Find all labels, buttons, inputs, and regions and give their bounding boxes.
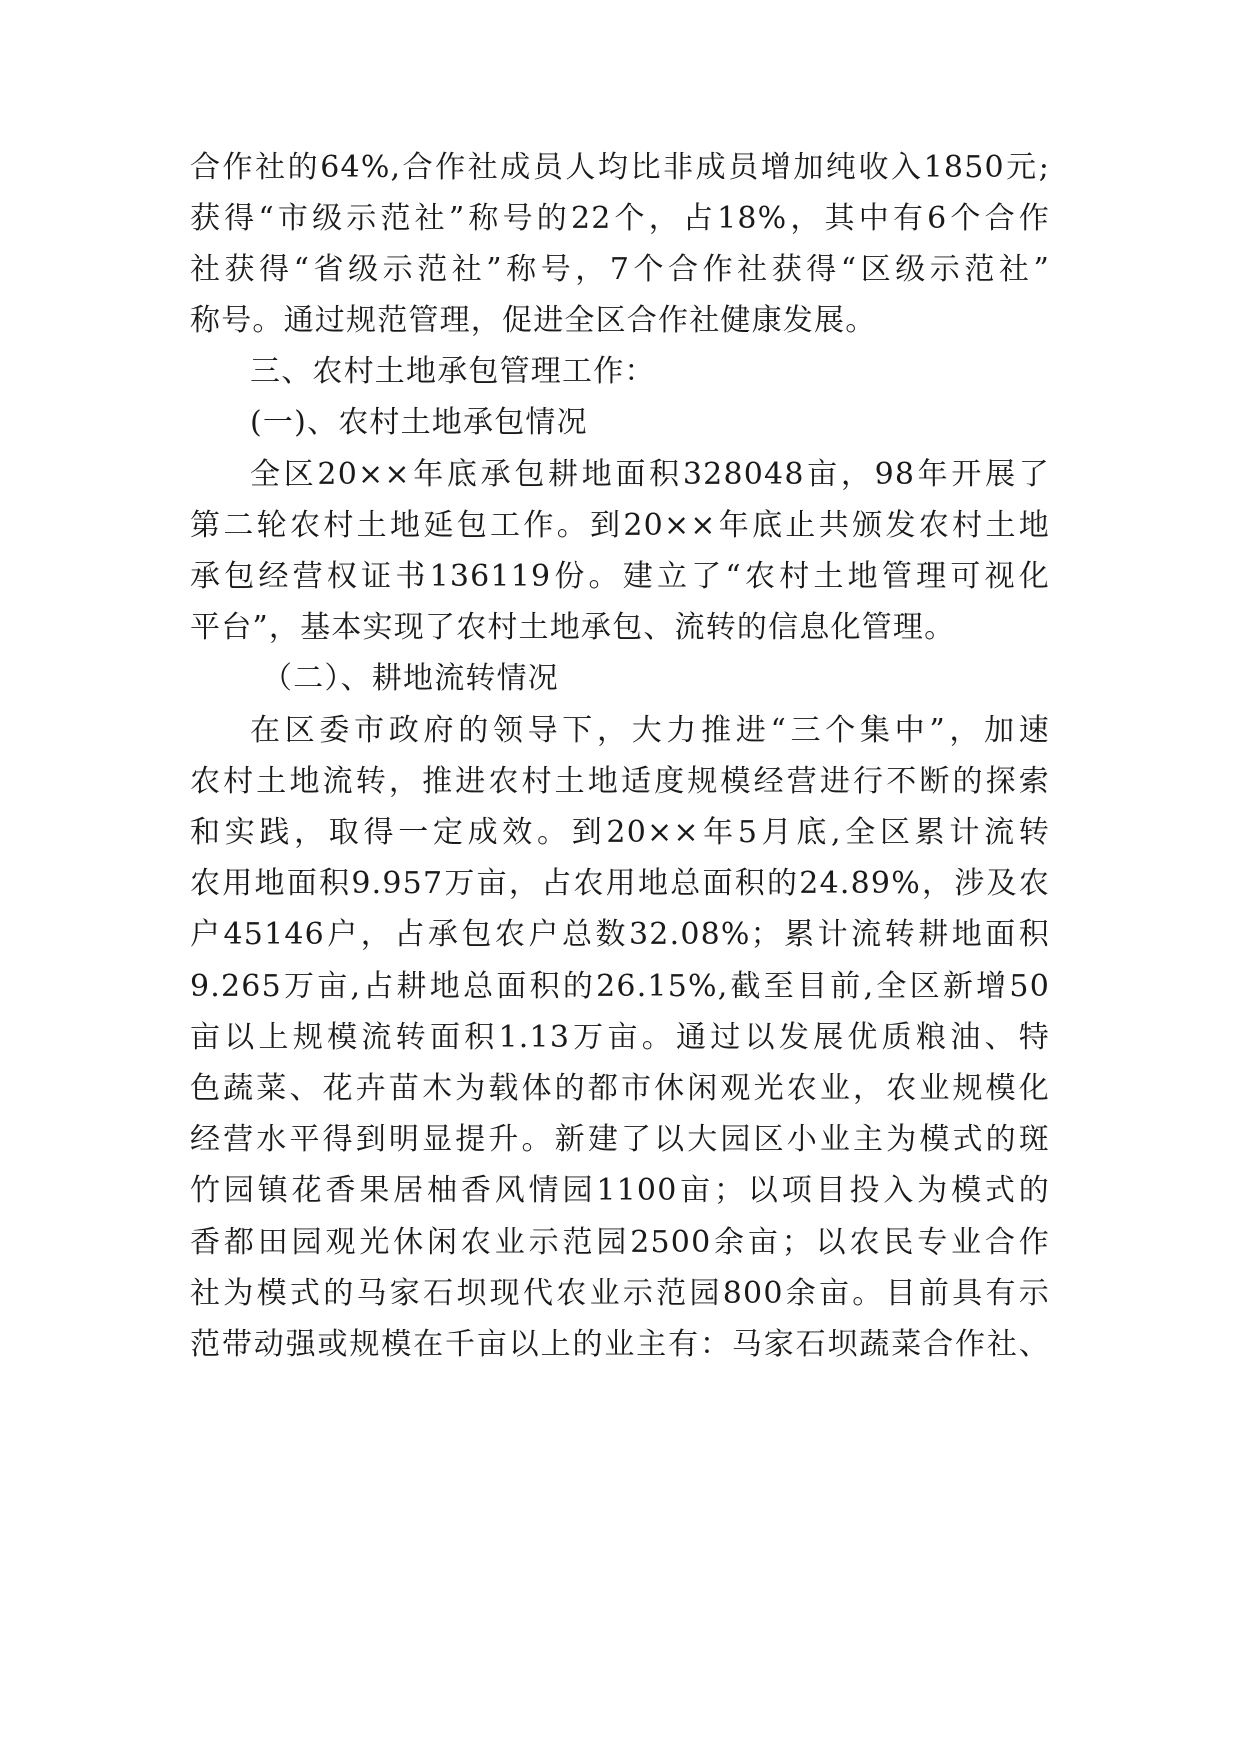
text-line: 竹园镇花香果居柚香风情园1100亩；以项目投入为模式的 — [190, 1173, 1050, 1208]
subsection-heading: （二）、耕地流转情况 — [262, 661, 559, 696]
paragraph-first-line: 在区委市政府的领导下，大力推进“三个集中”，加速 — [250, 713, 1050, 748]
text-line: 社为模式的马家石坝现代农业示范园800余亩。目前具有示 — [190, 1276, 1050, 1311]
text-line: 户45146户，占承包农户总数32.08%；累计流转耕地面积 — [190, 917, 1050, 952]
text-line: 和实践，取得一定成效。到20××年5月底,全区累计流转 — [190, 815, 1050, 850]
text-line: 承包经营权证书136119份。建立了“农村土地管理可视化 — [190, 559, 1050, 594]
text-line: 合作社的64%,合作社成员人均比非成员增加纯收入1850元; — [190, 150, 1050, 185]
text-line: 社获得“省级示范社”称号，7个合作社获得“区级示范社” — [190, 252, 1050, 287]
section-heading: 三、农村土地承包管理工作： — [250, 354, 656, 389]
text-line: 香都田园观光休闲农业示范园2500余亩；以农民专业合作 — [190, 1225, 1050, 1260]
paragraph-first-line: 全区20××年底承包耕地面积328048亩，98年开展了 — [250, 457, 1050, 492]
text-line: 第二轮农村土地延包工作。到20××年底止共颁发农村土地 — [190, 508, 1050, 543]
text-line: 农用地面积9.957万亩，占农用地总面积的24.89%，涉及农 — [190, 866, 1050, 901]
text-line: 亩以上规模流转面积1.13万亩。通过以发展优质粮油、特 — [190, 1020, 1050, 1055]
text-line: 经营水平得到明显提升。新建了以大园区小业主为模式的斑 — [190, 1122, 1050, 1157]
text-line: 色蔬菜、花卉苗木为载体的都市休闲观光农业，农业规模化 — [190, 1071, 1050, 1106]
subsection-heading: (一)、农村土地承包情况 — [250, 405, 588, 440]
text-line: 农村土地流转，推进农村土地适度规模经营进行不断的探索 — [190, 764, 1050, 799]
text-line: 范带动强或规模在千亩以上的业主有：马家石坝蔬菜合作社、 — [190, 1327, 1050, 1362]
text-line: 9.265万亩,占耕地总面积的26.15%,截至目前,全区新增50 — [190, 969, 1050, 1004]
text-line: 称号。通过规范管理，促进全区合作社健康发展。 — [190, 303, 877, 338]
text-line: 平台”，基本实现了农村土地承包、流转的信息化管理。 — [190, 610, 956, 645]
text-line: 获得“市级示范社”称号的22个，占18%，其中有6个合作 — [190, 201, 1050, 236]
